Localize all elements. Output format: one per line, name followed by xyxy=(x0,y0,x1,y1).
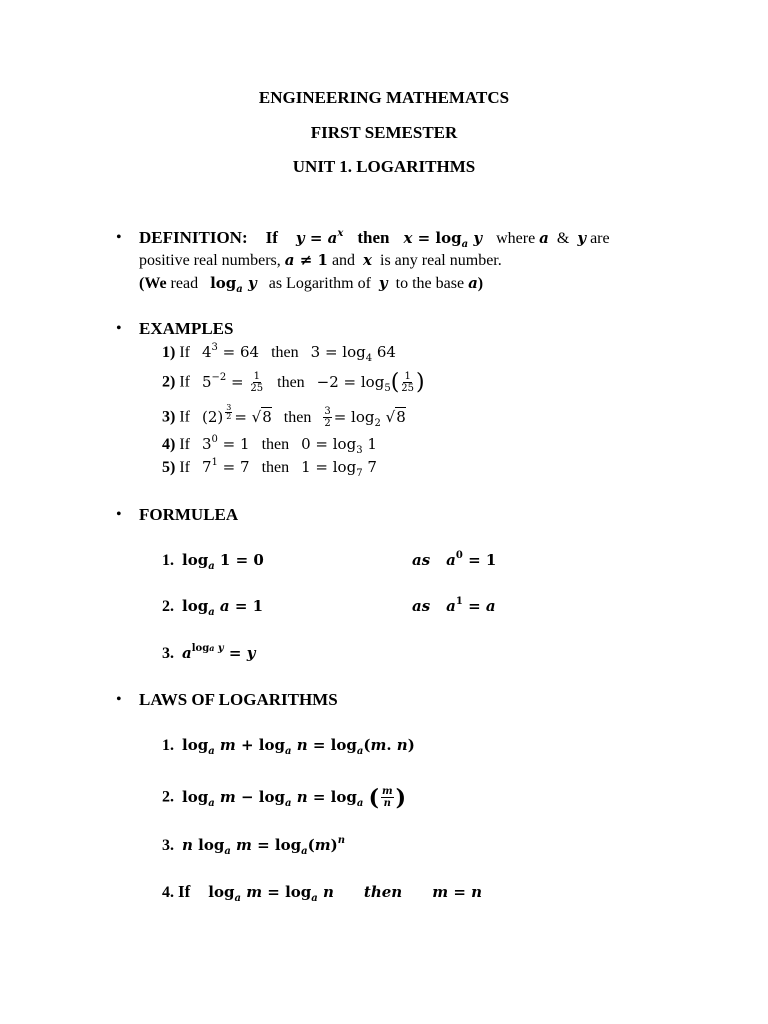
law-then: then xyxy=(363,883,403,901)
formula-3 xyxy=(162,644,255,663)
law-number: 2. xyxy=(162,788,174,806)
example-log: $-2 = \log_5$( $\frac{1}{25}$ ) xyxy=(316,369,425,395)
definition-and: and xyxy=(331,252,356,269)
example-5 xyxy=(162,458,377,477)
formula-number: 1. xyxy=(162,552,174,569)
example-equation: $7^1 = 7$ xyxy=(201,457,250,476)
example-then: then xyxy=(261,436,290,453)
var-x: x xyxy=(363,251,372,269)
definition-positive: positive real numbers, xyxy=(139,252,281,269)
example-equation: $5^{-2}$ = $\frac{1}{25}$ xyxy=(201,371,264,394)
formula-2-reason xyxy=(412,597,496,616)
semester-heading: FIRST SEMESTER xyxy=(310,123,458,142)
definition-real: is any real number. xyxy=(380,252,502,269)
definition-line-3 xyxy=(139,274,483,293)
example-if: If xyxy=(179,436,190,453)
law-if: If xyxy=(178,882,191,901)
example-if: If xyxy=(179,344,190,361)
definition-log: $x = \log_a y$ xyxy=(403,229,483,250)
unit-heading: UNIT 1. LOGARITHMS xyxy=(292,157,476,176)
formula-equation: $\log_a 1 = 0$ xyxy=(182,551,264,572)
law-equation: $\log_a m = \log_a n$ xyxy=(208,883,334,904)
law-1 xyxy=(162,736,415,755)
definition-if: If xyxy=(265,228,278,247)
as-log-text: as Logarithm of xyxy=(268,275,371,292)
definition-label: DEFINITION: xyxy=(139,228,248,247)
example-equation: $4^3 = 64$ xyxy=(201,342,260,361)
a-not-one: a ≠ 1 xyxy=(284,251,328,269)
example-log: $\frac{3}{2}$ = $\log_2 √8$ xyxy=(324,406,406,429)
law-2 xyxy=(162,786,406,809)
formula-number: 3. xyxy=(162,645,174,662)
definition-line-1 xyxy=(139,228,610,248)
example-4 xyxy=(162,435,377,454)
formula-reason: $a^0 = 1$ xyxy=(446,550,497,569)
formula-reason: $a^1 = a$ xyxy=(446,596,496,615)
example-then: then xyxy=(261,459,290,476)
bullet-laws: • xyxy=(116,691,122,708)
formula-2 xyxy=(162,597,263,616)
laws-label: LAWS OF LOGARITHMS xyxy=(139,690,338,709)
formula-as: as xyxy=(412,597,431,615)
example-if: If xyxy=(179,373,190,391)
definition-equation: $y = a^x$ xyxy=(295,228,344,247)
formula-1 xyxy=(162,551,264,570)
example-then: then xyxy=(283,408,312,426)
law-equation: $\log_a m + \log_a n = \log_a(m$. n) xyxy=(182,736,415,757)
formula-1-reason xyxy=(412,551,496,570)
formula-number: 2. xyxy=(162,598,174,615)
definition-amp: & xyxy=(556,230,570,247)
definition-where: where xyxy=(496,230,536,247)
document-title: ENGINEERING MATHEMATCS xyxy=(258,88,510,107)
bullet-definition: • xyxy=(116,229,122,246)
close-paren: ) xyxy=(477,275,484,292)
definition-then: then xyxy=(357,228,390,247)
read-log: $\log_a y$ xyxy=(210,274,257,295)
formula-equation: $\log_a a = 1$ xyxy=(182,597,264,618)
formula-equation: $a^{loga y} = y$ xyxy=(182,643,256,662)
law-equation: n $\log_a m = \log_a(m)^n$ xyxy=(182,835,345,857)
example-log: $1 = \log_7 7$ xyxy=(301,458,377,479)
example-if: If xyxy=(179,459,190,476)
examples-label: EXAMPLES xyxy=(139,319,234,338)
example-number: 3) xyxy=(162,408,176,426)
example-number: 4) xyxy=(162,436,176,453)
var-y2: y xyxy=(378,274,388,292)
law-result: m = n xyxy=(432,883,483,901)
example-then: then xyxy=(277,373,305,391)
law-4 xyxy=(162,882,482,902)
formula-as: as xyxy=(412,551,431,569)
example-1 xyxy=(162,343,396,362)
formulea-label: FORMULEA xyxy=(139,505,239,524)
example-2 xyxy=(162,371,425,394)
var-a: a xyxy=(539,229,549,247)
example-number: 5) xyxy=(162,459,176,476)
definition-line-2 xyxy=(139,251,502,270)
example-if: If xyxy=(179,408,190,426)
example-3 xyxy=(162,402,406,429)
bullet-examples: • xyxy=(116,320,122,337)
example-number: 2) xyxy=(162,373,176,391)
var-y: y xyxy=(577,229,587,247)
read-text: read xyxy=(170,275,199,292)
law-number: 1. xyxy=(162,737,174,754)
we-text: (We xyxy=(139,275,167,292)
law-3 xyxy=(162,836,345,855)
example-then: then xyxy=(271,344,299,361)
law-number: 4. xyxy=(162,884,174,901)
example-log: $3 = \log_4 64$ xyxy=(310,343,396,364)
var-a2: a xyxy=(468,274,478,292)
law-equation: $\log_a m - \log_a n = \log_a$ ( $\frac{m}{n}$ ) xyxy=(182,784,407,811)
example-log: $0 = \log_3 1$ xyxy=(301,435,377,456)
base-text: to the base xyxy=(395,275,465,292)
example-equation: (2) $^{\frac{3}{2}}$ = √8 xyxy=(201,402,272,426)
example-equation: $3^0 = 1$ xyxy=(201,434,250,453)
example-number: 1) xyxy=(162,344,176,361)
law-number: 3. xyxy=(162,837,174,854)
bullet-formulea: • xyxy=(116,506,122,523)
definition-are: are xyxy=(590,230,610,247)
